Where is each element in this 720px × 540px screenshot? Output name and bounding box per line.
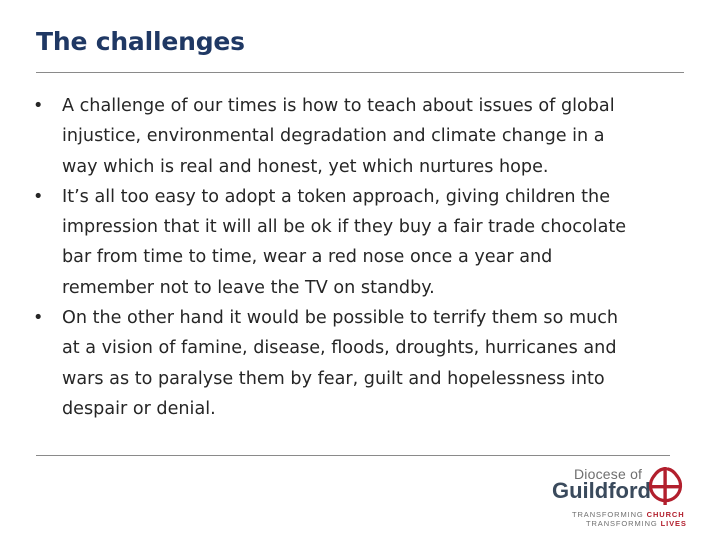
bullet-item	[30, 182, 690, 303]
bullet-line: impression that it will all be ok if they buy a fair trade chocolate	[62, 217, 627, 238]
logo-diocese-of: Diocese of	[574, 466, 643, 482]
bullet-line: despair or denial.	[62, 398, 216, 419]
bullet-marker: •	[33, 96, 44, 116]
bullet-line: It’s all too easy to adopt a token approach, giving children the	[62, 186, 611, 207]
logo-tagline-church: TRANSFORMING CHURCH	[572, 510, 685, 519]
bullet-line: at a vision of famine, disease, floods, droughts, hurricanes and	[62, 338, 617, 359]
bullet-line: way which is real and honest, yet which nurtures hope.	[62, 156, 549, 177]
bullet-item	[30, 91, 690, 182]
bullet-marker: •	[33, 308, 44, 329]
bullet-list	[30, 91, 690, 424]
footer-divider	[36, 455, 670, 456]
bullet-line: On the other hand it would be possible to terrify them so much	[62, 308, 619, 329]
bullet-marker: •	[33, 186, 44, 207]
logo-tagline-lives: TRANSFORMING LIVES	[586, 519, 687, 528]
slide-title: The challenges	[36, 27, 245, 56]
bullet-line: injustice, environmental degradation and climate change in a	[62, 126, 605, 147]
bullet-line: bar from time to time, wear a red nose once a year and	[62, 247, 553, 268]
bullet-line: remember not to leave the TV on standby.	[62, 277, 435, 298]
bullet-item	[30, 303, 690, 424]
title-divider	[36, 72, 684, 73]
bullet-line: wars as to paralyse them by fear, guilt and hopelessness into	[62, 368, 605, 389]
logo-name: Guildford	[552, 478, 651, 503]
bullet-line: A challenge of our times is how to teach about issues of global	[62, 96, 615, 116]
diocese-logo	[552, 466, 692, 528]
cross-circle-icon	[646, 466, 684, 506]
